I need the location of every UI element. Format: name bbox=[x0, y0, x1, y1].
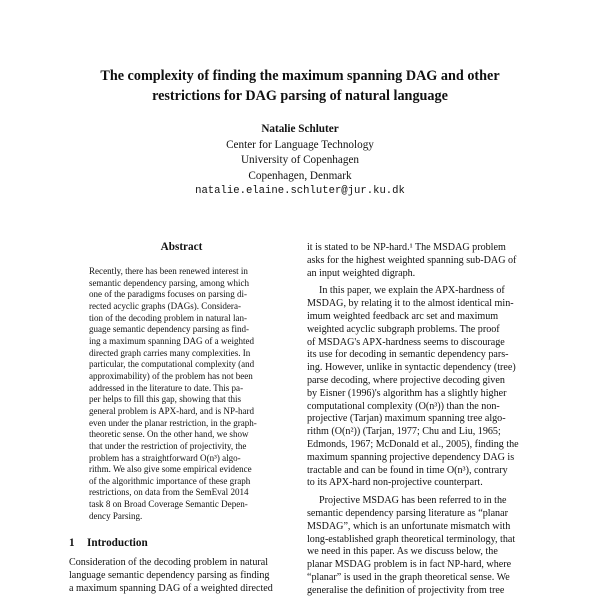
abstract-line: guage semantic dependency parsing as find- bbox=[89, 324, 250, 335]
section-heading-introduction bbox=[69, 536, 294, 550]
abstract-line: approximability) of the problem has not been bbox=[89, 370, 253, 381]
body-line: weighted acyclic subgraph problems. The proof bbox=[307, 323, 500, 335]
body-line: semantic dependency parsing literature as “planar bbox=[307, 507, 508, 519]
body-line: generalise the definition of projectivity from tree bbox=[307, 584, 505, 596]
introduction-text bbox=[69, 557, 294, 595]
author-email: natalie.elaine.schluter@jur.ku.dk bbox=[195, 185, 405, 197]
body-line: MSDAG, by relating it to the almost identical min- bbox=[307, 298, 514, 310]
affiliation-line: Center for Language Technology bbox=[226, 138, 374, 151]
body-line: an input weighted digraph. bbox=[307, 267, 416, 279]
body-line: Edmonds, 1967; McDonald et al., 2005), finding the bbox=[307, 438, 519, 450]
section-title: Introduction bbox=[87, 537, 148, 550]
body-line: language semantic dependency parsing as finding bbox=[69, 570, 270, 582]
abstract-line: theoretic sense. On the other hand, we show bbox=[89, 429, 249, 440]
abstract-line: of the algorithmic importance of these graph bbox=[89, 475, 251, 486]
body-line: Consideration of the decoding problem in natural bbox=[69, 557, 269, 569]
body-line: tractable and can be found in time O(n³), contrary bbox=[307, 464, 508, 476]
abstract-line: even under the planar restriction, in the graph- bbox=[89, 417, 257, 428]
paper-title bbox=[60, 66, 540, 106]
abstract-line: directed graph carries many complexities. In bbox=[89, 347, 251, 358]
body-line: planar MSDAG problem is in fact NP-hard, where bbox=[307, 559, 512, 571]
abstract-text bbox=[89, 266, 274, 522]
section-number: 1 bbox=[69, 537, 75, 550]
abstract-line: that under the restriction of projectivity, the bbox=[89, 440, 247, 451]
body-line: we need in this paper. As we discuss below, the bbox=[307, 546, 498, 558]
body-line: long-established graph theoretical terminology, that bbox=[307, 533, 516, 545]
body-line: a maximum spanning DAG of a weighted directed bbox=[69, 583, 273, 595]
abstract-line: rithm. We also give some empirical evidence bbox=[89, 464, 252, 475]
paragraph bbox=[307, 242, 533, 280]
abstract-line: problem has a straightforward O(n³) algo- bbox=[89, 452, 241, 463]
abstract-line: one of the paradigms focuses on parsing di- bbox=[89, 289, 248, 300]
body-line: Projective MSDAG has been referred to in the bbox=[319, 495, 507, 507]
body-line: “planar” is used in the graph theoretical sense. We bbox=[307, 571, 510, 583]
body-line: by Eisner (1996)'s algorithm has a slightly higher bbox=[307, 387, 507, 399]
abstract-line: Recently, there has been renewed interest in bbox=[89, 266, 248, 276]
title-line: The complexity of finding the maximum spanning DAG and other bbox=[100, 68, 500, 84]
body-line: it is stated to be NP-hard.¹ The MSDAG problem bbox=[307, 242, 506, 253]
body-line: to its APX-hard non-projective counterpart. bbox=[307, 477, 483, 489]
abstract-line: dency Parsing. bbox=[89, 510, 143, 521]
abstract-line: ing a maximum spanning DAG of a weighted bbox=[89, 335, 255, 346]
abstract-line: tion of the decoding problem in natural lan- bbox=[89, 312, 248, 323]
body-line: computational complexity (O(n³)) than the non- bbox=[307, 400, 500, 412]
body-line: projective (Tarjan) maximum spanning tree algo- bbox=[307, 413, 506, 425]
abstract-line: rected acyclic graphs (DAGs). Considera- bbox=[89, 300, 241, 311]
abstract-line: addressed in the literature to date. This pa- bbox=[89, 382, 244, 393]
author-name: Natalie Schluter bbox=[261, 123, 339, 135]
body-line: maximum spanning projective dependency DAG is bbox=[307, 451, 515, 463]
abstract-line: semantic dependency parsing, among which bbox=[89, 277, 250, 288]
body-line: ing. However, unlike in syntactic dependency (tree) bbox=[307, 362, 516, 374]
affiliation-line: University of Copenhagen bbox=[240, 154, 360, 166]
author-block bbox=[100, 122, 500, 200]
abstract-line: general problem is APX-hard, and is NP-hard bbox=[89, 405, 255, 416]
abstract-line: per helps to fill this gap, showing that this bbox=[89, 394, 242, 405]
body-line: its use for decoding in semantic dependency pars- bbox=[307, 349, 509, 361]
author-affiliation bbox=[100, 138, 500, 185]
body-line: parse decoding, where projective decoding given bbox=[307, 374, 505, 386]
abstract-line: particular, the computational complexity (and bbox=[89, 359, 255, 370]
abstract-line: task 8 on Broad Coverage Semantic Depen- bbox=[89, 499, 248, 510]
abstract-line: restrictions, on data from the SemEval 2014 bbox=[89, 487, 249, 498]
body-line: In this paper, we explain the APX-hardness of bbox=[319, 285, 505, 297]
paragraph bbox=[307, 285, 533, 490]
left-column bbox=[69, 240, 294, 596]
affiliation-line: Copenhagen, Denmark bbox=[248, 169, 352, 182]
title-line: restrictions for DAG parsing of natural language bbox=[152, 88, 448, 104]
body-line: asks for the highest weighted spanning sub-DAG of bbox=[307, 254, 517, 266]
body-line: rithm (O(n²)) (Tarjan, 1977; Chu and Liu, 1965; bbox=[307, 426, 501, 438]
body-line: MSDAG”, which is an unfortunate mismatch with bbox=[307, 520, 511, 532]
body-line: imum weighted feedback arc set and maximum bbox=[307, 310, 499, 322]
paragraph bbox=[307, 495, 533, 597]
abstract-heading: Abstract bbox=[160, 241, 203, 253]
body-line: of MSDAG's APX-hardness seems to discourage bbox=[307, 336, 505, 348]
right-column bbox=[307, 242, 533, 598]
